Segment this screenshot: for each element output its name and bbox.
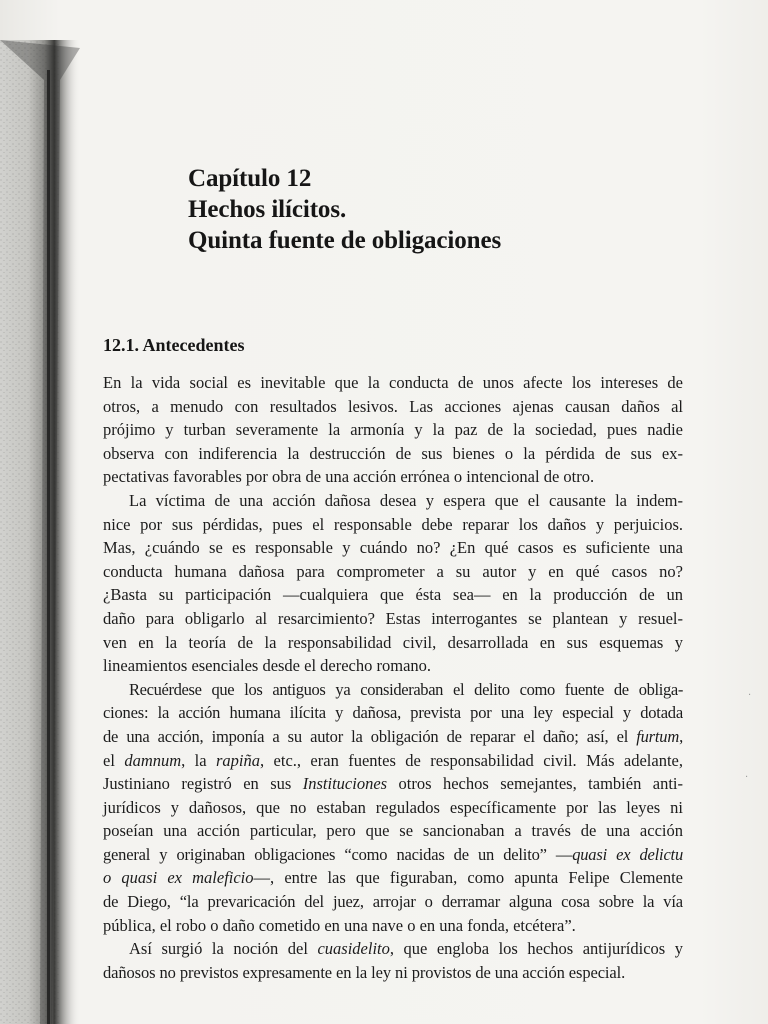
chapter-title-line-2: Quinta fuente de obligaciones bbox=[188, 227, 502, 254]
paragraph-4 bbox=[103, 937, 683, 984]
text-line: En la vida social es inevitable que la conducta de unos afecte los intereses de bbox=[103, 373, 683, 392]
text-line: daño para obligarlo al resarcimiento? Estas interrogantes se plantean y resuel- bbox=[103, 608, 683, 628]
scan-speck: · bbox=[748, 690, 752, 701]
text-run: otros hechos semejantes, también anti- bbox=[387, 774, 683, 794]
text-line: jurídicos y dañosos, que no estaban regulados específicamente por las leyes ni bbox=[103, 797, 683, 817]
text-run: , bbox=[679, 726, 683, 746]
chapter-heading bbox=[188, 163, 708, 256]
latin-term: o quasi ex maleficio bbox=[103, 868, 254, 888]
latin-term: rapiña bbox=[216, 750, 261, 770]
text-line: ven en la teoría de la responsabilidad civil, desarrollada en sus esquemas y bbox=[103, 632, 683, 652]
text-line bbox=[103, 725, 683, 749]
text-line: Recuérdese que los antiguos ya consideraban el delito como fuente de obliga- bbox=[129, 679, 683, 699]
binding-shadow-graphic bbox=[0, 40, 80, 1024]
text-run: el bbox=[103, 750, 125, 770]
binding-shadow bbox=[0, 40, 80, 1024]
paragraph-3 bbox=[103, 678, 683, 938]
paragraph-1 bbox=[103, 371, 683, 489]
text-line: pública, el robo o daño cometido en una nave o en una fonda, etcétera”. bbox=[103, 915, 576, 935]
text-line: poseían una acción particular, pero que se sancionaban a través de una acción bbox=[103, 821, 683, 841]
latin-term: cuasidelito bbox=[317, 939, 390, 959]
text-line: dañosos no previstos expresamente en la ley ni provistos de una acción especial. bbox=[103, 962, 626, 982]
latin-term: damnum bbox=[124, 750, 182, 770]
text-run: —, entre las que figuraban, como apunta Felipe Clemente bbox=[253, 868, 683, 888]
text-run: , que engloba los hechos antijurídicos y bbox=[389, 939, 683, 959]
body-text bbox=[103, 371, 683, 984]
scan-speck: · bbox=[745, 772, 749, 783]
text-run: Así surgió la noción del bbox=[129, 939, 318, 959]
text-line: conducta humana dañosa para comprometer a su autor y en qué casos no? bbox=[103, 561, 683, 581]
text-line bbox=[103, 749, 683, 773]
chapter-number: Capítulo 12 bbox=[188, 165, 312, 192]
chapter-title-line-1: Hechos ilícitos. bbox=[188, 196, 347, 223]
text-run: general y originaban obligaciones “como nacidas de un delito” — bbox=[103, 844, 573, 864]
text-line: ciones: la acción humana ilícita y dañosa, prevista por una ley especial y dotada bbox=[103, 703, 683, 723]
book-title: Instituciones bbox=[302, 774, 388, 794]
text-line bbox=[103, 937, 683, 961]
text-line: Mas, ¿cuándo se es responsable y cuándo no? ¿En qué casos es suficiente una bbox=[103, 538, 683, 558]
text-run: , la bbox=[181, 750, 216, 770]
text-line bbox=[103, 772, 683, 796]
text-line: pectativas favorables por obra de una acción errónea o intencional de otro. bbox=[103, 467, 595, 487]
text-line bbox=[103, 866, 683, 890]
text-line bbox=[103, 843, 683, 867]
text-run: Justiniano registró en sus bbox=[103, 774, 303, 794]
text-run: , etc., eran fuentes de responsabilidad civil. Más adelante, bbox=[260, 750, 683, 770]
latin-term: furtum bbox=[636, 726, 680, 746]
paragraph-2 bbox=[103, 489, 683, 678]
text-line: nice por sus pérdidas, pues el responsable debe reparar los daños y perjuicios. bbox=[103, 514, 683, 534]
text-line: La víctima de una acción dañosa desea y espera que el causante la indem- bbox=[129, 490, 683, 510]
text-run: de una acción, imponía a su autor la obligación de reparar el daño; así, el bbox=[103, 726, 637, 746]
latin-term: quasi ex delictu bbox=[572, 844, 683, 864]
text-line: ¿Basta su participación —cualquiera que ésta sea— en la producción de un bbox=[103, 585, 683, 605]
text-line: observa con indiferencia la destrucción de sus bienes o la pérdida de sus ex- bbox=[103, 443, 683, 463]
text-line: de Diego, “la prevaricación del juez, arrojar o derramar alguna cosa sobre la vía bbox=[103, 892, 683, 912]
section-heading: 12.1. Antecedentes bbox=[103, 335, 245, 355]
text-line: otros, a menudo con resultados lesivos. Las acciones ajenas causan daños al bbox=[103, 396, 683, 416]
text-line: lineamientos esenciales desde el derecho romano. bbox=[103, 656, 432, 676]
text-line: prójimo y turban severamente la armonía y la paz de la sociedad, pues nadie bbox=[103, 420, 683, 440]
